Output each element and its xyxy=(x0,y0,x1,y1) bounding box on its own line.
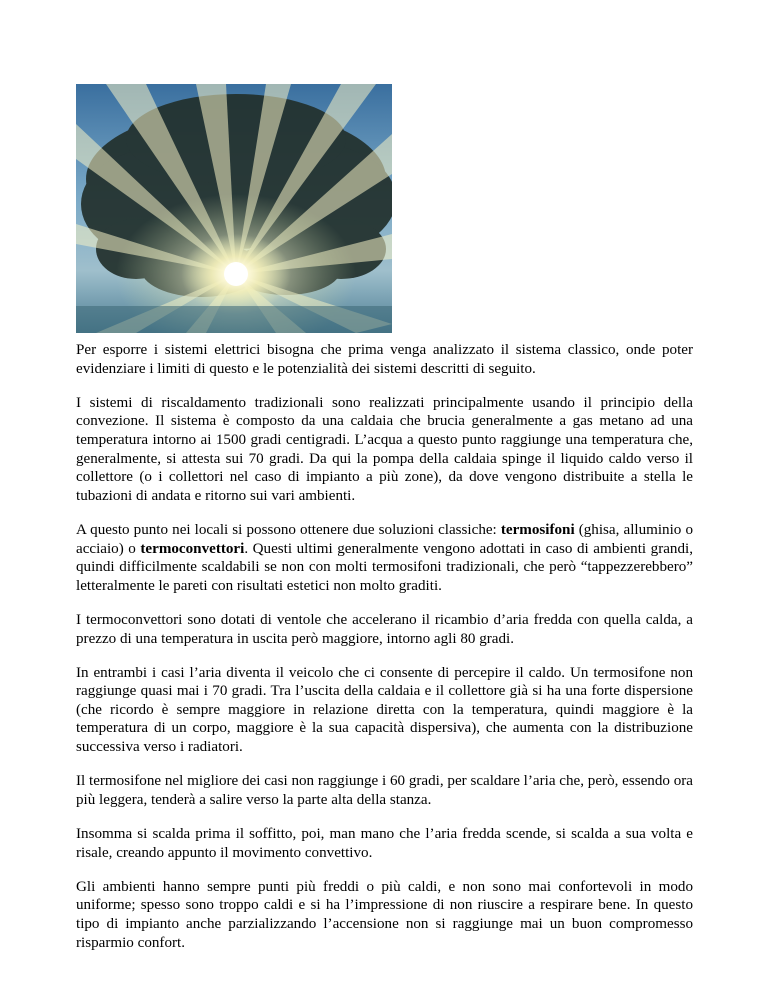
paragraph-comfort: Gli ambienti hanno sempre punti più freddi o più caldi, e non sono mai confortevoli in modo uniforme; spesso sono troppo caldi e si ha l’impressione di non riuscire a respirare bene. In questo tipo di impianto anche parzializzando l’accensione non si raggiunge mai un buon compromesso risparmio confort. xyxy=(76,878,693,951)
article-body xyxy=(76,341,693,952)
paragraph-convection: I sistemi di riscaldamento tradizionali sono realizzati principalmente usando il principio della convezione. Il sistema è composto da una caldaia che brucia generalmente a gas metano ad una temperatura intorno ai 1500 gradi centigradi. L’acqua a questo punto raggiunge una temperatura che, generalmente, si attesta sui 70 gradi. Da qui la pompa della caldaia spinge il liquido caldo verso il collettore (o i collettori nel caso di impianto a più zone), da dove vengono distribuite a stella le tubazioni di andata e ritorno sui vari ambienti. xyxy=(76,394,693,504)
term-termoconvettori: termoconvettori xyxy=(140,540,245,557)
paragraph-air-vehicle: In entrambi i casi l’aria diventa il veicolo che ci consente di percepire il caldo. Un termosifone non raggiunge quasi mai i 70 gradi. Tra l’uscita della caldaia e il collettore già si ha una forte dispersione (che ricordo è sempre maggiore in relazione diretta con la temperatura, quindi maggiore è la temperatura di un corpo, maggiore è la sua capacità dispersiva), che aumenta con la distribuzione successiva verso i radiatori. xyxy=(76,664,693,756)
term-termosifoni: termosifoni xyxy=(500,521,575,538)
paragraph-termoconvettori: I termoconvettori sono dotati di ventole che accelerano il ricambio d’aria fredda con quella calda, a prezzo di una temperatura in uscita però maggiore, intorno agli 80 gradi. xyxy=(76,611,693,647)
sun-through-tree-icon xyxy=(76,84,392,333)
sunburst-tree-photo xyxy=(76,84,392,333)
paragraph-solutions xyxy=(76,521,693,595)
text-fragment: A questo punto nei locali si possono ottenere due soluzioni classiche: xyxy=(76,521,501,538)
paragraph-intro: Per esporre i sistemi elettrici bisogna che prima venga analizzato il sistema classico, onde poter evidenziare i limiti di questo e le potenzialità dei sistemi descritti di seguito. xyxy=(76,342,693,377)
paragraph-termosifone: Il termosifone nel migliore dei casi non raggiunge i 60 gradi, per scaldare l’aria che, però, essendo ora più leggera, tenderà a salire verso la parte alta della stanza. xyxy=(76,773,693,808)
text-fragment: . Questi ultimi generalmente vengono adottati in caso di ambienti grandi, quindi difficilmente scaldabili se non con molti termosifoni tradizionali, che però “tappezzerebbero” letteralmente le pareti con risultati estetici non molto graditi. xyxy=(76,540,693,594)
text-fragment: (ghisa, alluminio o acciaio) o xyxy=(76,521,693,557)
paragraph-convective-motion: Insomma si scalda prima il soffitto, poi, man mano che l’aria fredda scende, si scalda a sua volta e risale, creando appunto il movimento convettivo. xyxy=(76,826,693,861)
